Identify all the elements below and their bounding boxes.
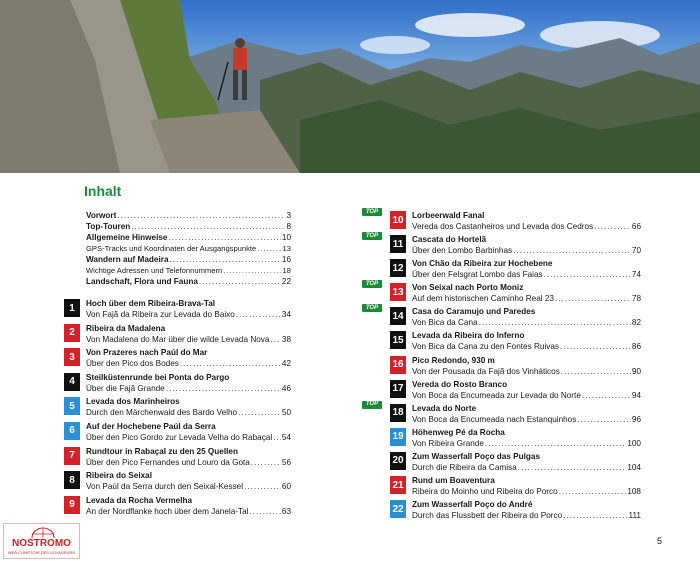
dot-leader xyxy=(582,390,631,401)
tour-subtitle-row xyxy=(412,414,641,425)
tour-subtitle: Von der Pousada da Fajã dos Vinháticos xyxy=(412,366,560,376)
tour-title: Von Seixal nach Porto Moniz xyxy=(412,283,524,293)
dot-leader xyxy=(251,457,281,468)
tour-title: Auf der Hochebene Paúl da Serra xyxy=(86,421,216,431)
tour-entry[interactable] xyxy=(69,421,291,446)
tour-title: Cascata do Hortelã xyxy=(412,235,487,245)
tour-subtitle: Auf dem historischen Caminho Real 23 xyxy=(412,294,554,304)
tour-page: 63 xyxy=(281,506,291,516)
tour-page: 90 xyxy=(631,366,641,376)
dot-leader xyxy=(594,221,631,232)
tour-subtitle-row xyxy=(412,293,641,304)
tour-page: 82 xyxy=(631,318,641,328)
tour-subtitle-row xyxy=(86,432,291,443)
dot-leader xyxy=(166,383,281,394)
tour-subtitle-row xyxy=(412,317,641,328)
toc-left-column xyxy=(69,210,291,519)
toc-entry-title: Landschaft, Flora und Fauna xyxy=(86,277,198,286)
publisher-logo xyxy=(3,523,80,559)
toc-entry[interactable] xyxy=(86,210,291,221)
toc-entry[interactable] xyxy=(86,254,291,265)
tour-subtitle: Über den Pico Fernandes und Louro da Gota xyxy=(86,457,250,467)
tour-title: Steilküstenrunde bei Ponta do Pargo xyxy=(86,372,230,382)
tour-title: Zum Wasserfall Poço do André xyxy=(412,500,533,510)
tour-page: 56 xyxy=(281,457,291,467)
dot-leader xyxy=(244,481,281,492)
dot-leader xyxy=(131,221,285,232)
logo-tagline: WEB COMPTOIR DES VOYAGEURS xyxy=(7,550,76,555)
tour-page: 104 xyxy=(627,462,641,472)
dot-leader xyxy=(513,245,631,256)
tour-subtitle-row xyxy=(412,221,641,232)
tour-entry[interactable] xyxy=(69,446,291,471)
tour-entry[interactable] xyxy=(392,427,641,451)
tour-page: 78 xyxy=(631,294,641,304)
top-badge: TOP xyxy=(362,208,382,216)
top-badge: TOP xyxy=(362,280,382,288)
dot-leader xyxy=(559,486,627,497)
dot-leader xyxy=(560,341,631,352)
tour-subtitle: Von Fajã da Ribeira zur Levada do Baixo xyxy=(86,310,235,319)
tour-title: Rund um Boaventura xyxy=(412,476,495,486)
tour-number-badge: 8 xyxy=(64,471,80,489)
dot-leader xyxy=(577,414,631,425)
tour-page: 42 xyxy=(281,359,291,369)
tour-subtitle: Durch das Flussbett der Ribeira do Porco xyxy=(412,511,563,521)
toc-entry-title: Top-Touren xyxy=(86,222,131,231)
tour-entry[interactable] xyxy=(392,475,641,499)
tour-subtitle: Von Boca da Encumeada nach Estanquinhos xyxy=(412,414,577,424)
tour-entry[interactable] xyxy=(69,396,291,421)
dot-leader xyxy=(170,254,281,265)
tour-entry[interactable] xyxy=(365,232,641,258)
tour-entry[interactable] xyxy=(69,323,291,348)
tour-entry[interactable] xyxy=(365,401,641,427)
tour-entry[interactable] xyxy=(365,208,641,234)
tour-subtitle: An der Nordflanke hoch über dem Janela-Tal xyxy=(86,506,249,516)
tour-title: Zum Wasserfall Poço das Pulgas xyxy=(412,451,541,461)
toc-entry-page: 13 xyxy=(282,244,291,253)
toc-entry-page: 8 xyxy=(286,222,291,231)
tour-title: Von Chão da Ribeira zur Hochebene xyxy=(412,259,553,269)
tour-page: 46 xyxy=(281,383,291,393)
tour-entry[interactable] xyxy=(69,298,291,323)
tour-page: 34 xyxy=(281,310,291,319)
toc-entry-page: 16 xyxy=(281,255,291,264)
tour-number-badge: 2 xyxy=(64,324,80,342)
tour-page: 60 xyxy=(281,482,291,492)
tour-number-badge: 1 xyxy=(64,299,80,317)
dot-leader xyxy=(180,358,281,369)
tour-subtitle: Von Madalena do Mar über die wilde Levada Nova xyxy=(86,334,270,344)
tour-entry[interactable] xyxy=(69,470,291,495)
dot-leader xyxy=(555,293,631,304)
tour-entry[interactable] xyxy=(365,304,641,330)
dot-leader xyxy=(223,265,281,276)
tour-title: Levada da Rocha Vermelha xyxy=(86,495,193,505)
tour-number-badge: 10 xyxy=(390,211,406,229)
tour-number-badge: 4 xyxy=(64,373,80,391)
top-badge: TOP xyxy=(362,304,382,312)
tour-subtitle-row xyxy=(86,358,291,369)
page-number: 5 xyxy=(657,536,663,546)
tour-entry[interactable] xyxy=(392,379,641,403)
dot-leader xyxy=(273,432,281,443)
tour-subtitle-row xyxy=(412,341,641,352)
tour-number-badge: 13 xyxy=(390,283,406,301)
tour-number-badge: 15 xyxy=(390,331,406,349)
dot-leader xyxy=(238,407,281,418)
dot-leader xyxy=(249,506,280,517)
hero-photo xyxy=(0,0,700,173)
tour-subtitle: Vereda dos Castanheiros und Levada dos Cedros xyxy=(412,222,594,231)
tour-subtitle: Über den Felsgrat Lombo das Faias xyxy=(412,270,543,280)
tour-subtitle-row xyxy=(412,366,641,377)
dot-leader xyxy=(199,276,281,287)
tour-number-badge: 20 xyxy=(390,452,406,470)
tour-entry[interactable] xyxy=(392,330,641,354)
tour-subtitle-row xyxy=(86,383,291,394)
tour-title: Vereda do Rosto Branco xyxy=(412,379,508,389)
tour-subtitle: Von Bica da Cana zu den Fontes Ruivas xyxy=(412,342,560,352)
tour-subtitle-row xyxy=(86,457,291,468)
tour-list-left xyxy=(69,298,291,519)
tour-subtitle: Von Ribeira Grande xyxy=(412,438,484,448)
toc-entry-title: Wichtige Adressen und Telefonnummern xyxy=(86,266,223,275)
toc-entry[interactable] xyxy=(86,232,291,243)
dot-leader xyxy=(168,232,280,243)
tour-page: 74 xyxy=(631,270,641,280)
tour-subtitle-row xyxy=(86,407,291,418)
tour-subtitle: Von Boca da Encumeada zur Levada do Norte xyxy=(412,390,581,400)
tour-title: Von Prazeres nach Paúl do Mar xyxy=(86,348,208,358)
intro-section xyxy=(86,210,291,287)
toc-entry-page: 3 xyxy=(286,211,291,220)
tour-title: Hoch über dem Ribeira-Brava-Tal xyxy=(86,299,216,308)
tour-title: Pico Redondo, 930 m xyxy=(412,355,495,365)
toc-right-column xyxy=(365,208,641,523)
tour-subtitle: Über den Pico dos Bodes xyxy=(86,359,179,369)
dot-leader xyxy=(117,210,285,221)
tour-title: Levada da Ribeira do Inferno xyxy=(412,331,525,341)
tour-entry[interactable] xyxy=(392,499,641,523)
tour-list-right xyxy=(365,208,641,523)
toc-entry-page: 18 xyxy=(282,266,291,275)
globe-icon xyxy=(31,526,55,538)
page-title: Inhalt xyxy=(84,183,122,199)
dot-leader xyxy=(270,334,280,345)
top-badge: TOP xyxy=(362,232,382,240)
tour-page: 50 xyxy=(281,408,291,418)
tour-number-badge: 19 xyxy=(390,428,406,446)
toc-entry-title: Wandern auf Madeira xyxy=(86,255,169,264)
tour-number-badge: 3 xyxy=(64,348,80,366)
dot-leader xyxy=(544,269,631,280)
tour-subtitle-row xyxy=(412,269,641,280)
top-badge: TOP xyxy=(362,401,382,409)
tour-number-badge: 6 xyxy=(64,422,80,440)
tour-entry[interactable] xyxy=(69,495,291,520)
toc-entry[interactable] xyxy=(86,265,291,276)
tour-title: Lorbeerwald Fanal xyxy=(412,211,485,220)
tour-number-badge: 9 xyxy=(64,496,80,514)
tour-subtitle-row xyxy=(86,506,291,517)
tour-number-badge: 12 xyxy=(390,259,406,277)
tour-entry[interactable] xyxy=(392,355,641,379)
toc-entry-title: Allgemeine Hinweise xyxy=(86,233,168,242)
tour-number-badge: 11 xyxy=(390,235,406,253)
tour-page: 100 xyxy=(627,438,641,448)
tour-page: 54 xyxy=(281,432,291,442)
tour-entry[interactable] xyxy=(392,258,641,282)
tour-subtitle: Ribeira do Moinho und Ribeira do Porco xyxy=(412,487,558,497)
dot-leader xyxy=(479,317,631,328)
mountain-landscape-illustration xyxy=(0,0,700,173)
tour-subtitle-row xyxy=(412,510,641,521)
tour-title: Ribeira da Madalena xyxy=(86,323,166,333)
tour-entry[interactable] xyxy=(69,372,291,397)
tour-title: Levada do Norte xyxy=(412,403,477,413)
tour-number-badge: 14 xyxy=(390,307,406,325)
tour-subtitle-row xyxy=(412,462,641,473)
toc-entry-title: GPS-Tracks und Koordinaten der Ausgangspunkte xyxy=(86,244,257,253)
dot-leader xyxy=(561,366,631,377)
tour-number-badge: 18 xyxy=(390,404,406,422)
tour-subtitle: Von Paúl da Serra durch den Seixal-Kessel xyxy=(86,482,244,492)
tour-number-badge: 16 xyxy=(390,356,406,374)
toc-entry-title: Vorwort xyxy=(86,211,117,220)
toc-entry-page: 10 xyxy=(281,233,291,242)
tour-entry[interactable] xyxy=(69,347,291,372)
toc-entry[interactable] xyxy=(86,276,291,287)
tour-number-badge: 17 xyxy=(390,380,406,398)
logo-name: NOSTROMO xyxy=(12,538,71,549)
dot-leader xyxy=(518,462,627,473)
dot-leader xyxy=(563,510,627,521)
tour-title: Levada dos Marinheiros xyxy=(86,397,180,407)
tour-number-badge: 21 xyxy=(390,476,406,494)
tour-title: Ribeira do Seixal xyxy=(86,471,152,481)
dot-leader xyxy=(236,309,281,320)
tour-entry[interactable] xyxy=(365,280,641,306)
toc-entry[interactable] xyxy=(86,243,291,254)
tour-subtitle-row xyxy=(86,309,291,320)
tour-number-badge: 7 xyxy=(64,447,80,465)
dot-leader xyxy=(485,438,626,449)
toc-entry-page: 22 xyxy=(281,277,291,286)
tour-title: Höhenweg Pé da Rocha xyxy=(412,427,505,437)
tour-subtitle: Über den Lombo Barbinhas xyxy=(412,246,513,256)
tour-title: Rundtour in Rabaçal zu den 25 Quellen xyxy=(86,446,238,456)
tour-subtitle: Über den Pico Gordo zur Levada Velha do Rabaçal xyxy=(86,432,273,442)
tour-entry[interactable] xyxy=(392,451,641,475)
tour-page: 70 xyxy=(631,246,641,256)
tour-subtitle: Durch die Ribeira da Camisa xyxy=(412,462,517,472)
tour-page: 111 xyxy=(628,511,641,521)
dot-leader xyxy=(257,243,281,254)
tour-title: Casa do Caramujo und Paredes xyxy=(412,307,536,317)
tour-page: 96 xyxy=(631,414,641,424)
toc-entry[interactable] xyxy=(86,221,291,232)
tour-number-badge: 5 xyxy=(64,397,80,415)
tour-page: 94 xyxy=(631,390,641,400)
tour-subtitle: Von Bica da Cana xyxy=(412,318,478,328)
tour-page: 38 xyxy=(281,334,291,344)
tour-subtitle-row xyxy=(412,245,641,256)
tour-page: 108 xyxy=(627,487,641,497)
tour-subtitle-row xyxy=(86,481,291,492)
tour-subtitle-row xyxy=(412,438,641,449)
tour-subtitle-row xyxy=(412,390,641,401)
tour-subtitle-row xyxy=(412,486,641,497)
tour-page: 66 xyxy=(631,222,641,231)
tour-subtitle-row xyxy=(86,334,291,345)
tour-number-badge: 22 xyxy=(390,500,406,518)
tour-page: 86 xyxy=(631,342,641,352)
tour-subtitle: Über die Fajã Grande xyxy=(86,383,165,393)
tour-subtitle: Durch den Märchenwald des Bardo Velho xyxy=(86,408,238,418)
